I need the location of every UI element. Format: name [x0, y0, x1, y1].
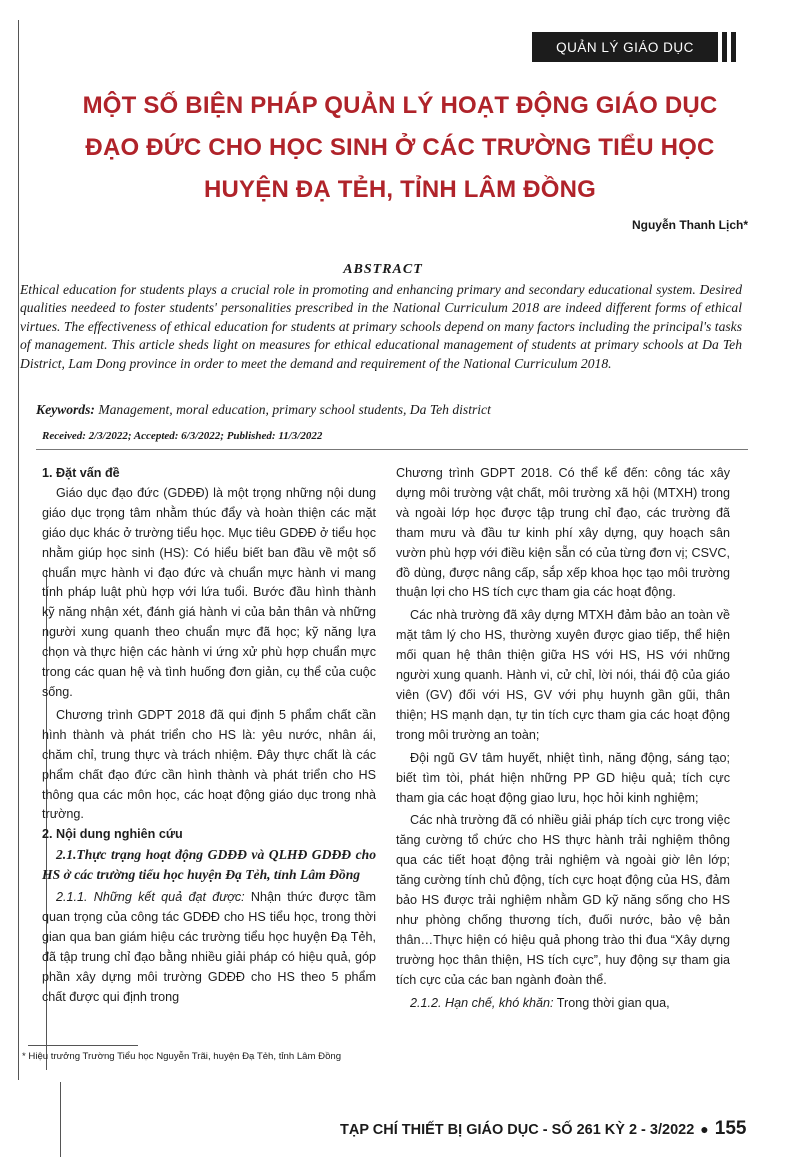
section-banner: QUẢN LÝ GIÁO DỤC [532, 32, 718, 62]
paragraph: Chương trình GDPT 2018 đã qui định 5 phẩm chất cần hình thành và phát triển cho HS là: yêu nước, nhân ái, chăm chỉ, trung thực và trách nhiệm. Đây thực chất là các phẩm chất đạo đức cần hình thành và phát triển cho HS thông qua các môn học, các hoạt động giáo dục trong nhà trường. [42, 707, 376, 822]
title-line: ĐẠO ĐỨC CHO HỌC SINH Ở CÁC TRƯỜNG TIỂU HỌC [85, 134, 715, 161]
footer-rule [60, 1082, 61, 1157]
section-heading-2: 2. Nội dung nghiên cứu [42, 827, 183, 842]
banner-bars [722, 32, 736, 62]
paragraph-text: Nhận thức được tầm quan trọng của công tác GDĐĐ cho HS tiểu học, trong thời gian qua ban giám hiệu các trường tiểu học huyện Đạ Tẻh, đã tập trung chỉ đạo bằng nhiều giải pháp có hiệu quả, góp phần xây dựng môi trường GDĐĐ cho HS theo 5 phẩm chất được qui định trong [42, 890, 376, 1004]
subsection-heading-2-1: 2.1.Thực trạng hoạt động GDĐĐ và QLHĐ GDĐĐ cho HS ở các trường tiểu học huyện Đạ Tẻh, tỉnh Lâm Đồng [42, 847, 376, 883]
paragraph [42, 888, 376, 1007]
article-title [40, 85, 760, 211]
keywords-label: Keywords: [36, 402, 95, 417]
author-name: Nguyễn Thanh Lịch* [631, 218, 748, 232]
page-number: 155 [714, 1118, 747, 1139]
journal-name: TẠP CHÍ THIẾT BỊ GIÁO DỤC - SỐ 261 KỲ 2 - 3/2022 [340, 1122, 695, 1138]
abstract-heading: ABSTRACT [343, 262, 423, 277]
paragraph: Chương trình GDPT 2018. Có thể kể đến: công tác xây dựng môi trường vật chất, môi trường xã hội (MTXH) trong và ngoài lớp học được tập trung chỉ đạo, các trường đã tham mưu và đầu tư kinh phí xây dựng, quy hoạch sân vườn phù hợp với điều kiện sẵn có của từng đơn vị; CSVC, đồ dùng, được nâng cấp, sắp xếp khoa học tạo môi trường thuận lợi cho HS tích cực tham gia các hoạt động. [396, 466, 730, 600]
right-column [396, 464, 730, 1013]
bullet-icon: ● [700, 1121, 709, 1137]
paragraph: Các nhà trường đã có nhiều giải pháp tích cực trong việc tăng cường tổ chức cho HS thực hành trải nghiệm thông qua các tiết hoạt động trải nghiệm và ngoài giờ lên lớp; tăng cường tính chủ động, tích cực hoạt động của HS, đảm bảo HS được trải nghiệm nhằm GD kỹ năng sống cho HS như phòng chống thương tích, đuối nước, bảo vệ bản thân…Thực hiện có hiệu quả phong trào thi đua “Xây dựng trường học thân thiện, HS tích cực”, huy động sự tham gia tích cực của các ban ngành đoàn thể. [396, 813, 730, 987]
author-footnote: * Hiệu trưởng Trường Tiểu học Nguyễn Trãi, huyện Đạ Tẻh, tỉnh Lâm Đồng [22, 1051, 342, 1062]
section-heading-1: 1. Đặt vấn đề [42, 466, 120, 480]
left-column [42, 464, 376, 1007]
keywords-text: Management, moral education, primary school students, Da Teh district [98, 402, 491, 417]
publication-dates: Received: 2/3/2022; Accepted: 6/3/2022; Published: 11/3/2022 [42, 430, 323, 442]
subsection-heading-2-1-2: 2.1.2. Hạn chế, khó khăn: [410, 995, 554, 1010]
paragraph: Giáo dục đạo đức (GDĐĐ) là một trọng những nội dung giáo dục trọng tâm nhằm thúc đẩy và hoàn thiện các mặt giáo dục khác ở trường tiểu học. Mục tiêu GDĐĐ ở tiểu học nhằm giúp học sinh (HS): Có hiểu biết ban đầu về một số chuẩn mực hành vi đạo đức và chuẩn mực hành vi mang tính pháp luật phù hợp với lứa tuổi. Bước đầu hình thành kỹ năng nhận xét, đánh giá hành vi của bản thân và những người xung quanh theo chuẩn mực đã học; kỹ năng lựa chọn và thực hiện các hành vi ứng xử phù hợp chuẩn mực trong các quan hệ và tình huống đơn giản, cụ thể của cuộc sống. [42, 485, 376, 699]
page-footer [340, 1118, 746, 1140]
footnote-rule [28, 1045, 138, 1046]
subsection-heading-2-1-1: 2.1.1. Những kết quả đạt được: [56, 890, 245, 905]
paragraph: Các nhà trường đã xây dựng MTXH đảm bảo an toàn về mặt tâm lý cho HS, thường xuyên được giao tiếp, thể hiện mối quan hệ thân thiện giữa HS với HS, HS với những người xung quanh. Hành vi, cử chỉ, lời nói, thái độ của giáo viên (GV) đối với HS, GV với phụ huynh gần gũi, thân thiện; HS mạnh dạn, tự tin tích cực tham gia các hoạt động trong môi trường an toàn; [396, 608, 730, 742]
title-line: MỘT SỐ BIỆN PHÁP QUẢN LÝ HOẠT ĐỘNG GIÁO DỤC [82, 92, 718, 119]
paragraph: Đội ngũ GV tâm huyết, nhiệt tình, năng động, sáng tạo; biết tìm tòi, phát hiện những PP GD hiệu quả; tích cực tham gia các hoạt động giao lưu, học hỏi kinh nghiệm; [396, 750, 730, 805]
keywords [36, 402, 756, 418]
left-margin-rule [18, 20, 19, 1080]
title-line: HUYỆN ĐẠ TẺH, TỈNH LÂM ĐỒNG [203, 176, 597, 203]
abstract-text: Ethical education for students plays a crucial role in promoting and enhancing primary and secondary educational system. Desired qualities needeed to foster students' personalities prescribed in the National Curriculum 2018 are indeed different forms of ethical virtues. The effectiveness of ethical education for students at primary schools depend on many factors including the principal's tasks of management. This article sheds light on measures for ethical educational management of students at primary schools at Da Teh District, Lam Dong province in order to meet the demand and requirement of the National Curriculum 2018. [20, 282, 742, 371]
divider [36, 449, 748, 450]
paragraph-text: Trong thời gian qua, [553, 995, 670, 1010]
paragraph [396, 994, 730, 1014]
